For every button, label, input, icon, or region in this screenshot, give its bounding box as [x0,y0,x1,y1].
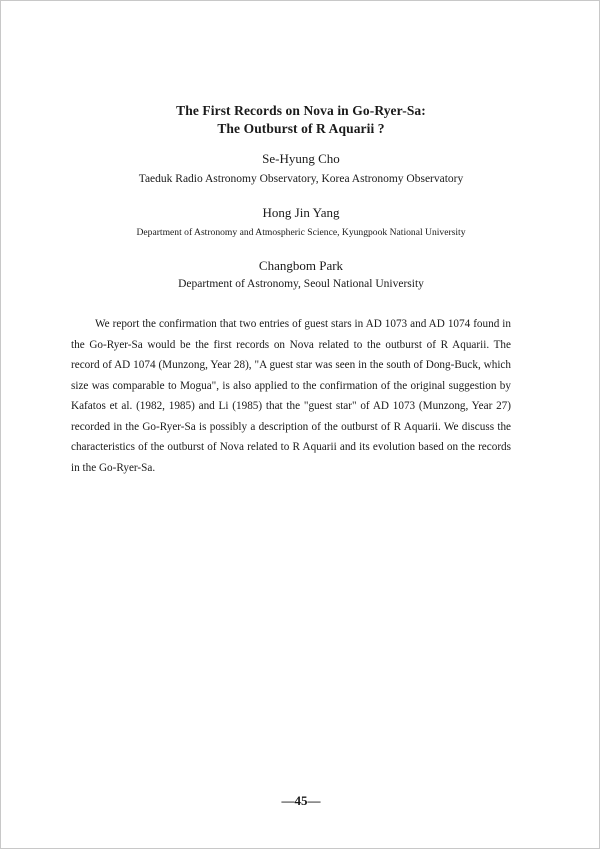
author-affiliation-3: Department of Astronomy, Seoul National University [178,278,424,290]
abstract-paragraph: We report the confirmation that two entries of guest stars in AD 1073 and AD 1074 found in the Go-Ryer-Sa would be the first records on Nova related to the outburst of R Aquarii. The record of AD 1074 (Munzong, Year 28), "A guest star was seen in the south of Dong-Buck, which size was comparable to Mogua", is also applied to the confirmation of the original suggestion by Kafatos et al. (1982, 1985) and Li (1985) that the "guest star" of AD 1073 (Munzong, Year 27) recorded in the Go-Ryer-Sa is possibly a description of the outburst of R Aquarii. We discuss the characteristics of the outburst of Nova related to R Aquarii and its evolution based on the records in the Go-Ryer-Sa. [71,318,511,474]
author-affiliation-2: Department of Astronomy and Atmospheric Science, Kyungpook National University [136,227,466,238]
paper-title-line-1: The First Records on Nova in Go-Ryer-Sa: [176,103,426,118]
author-name-1: Se-Hyung Cho [262,151,340,166]
author-name-3: Changbom Park [258,258,344,273]
paper-title-line-2: The Outburst of R Aquarii ? [217,121,385,136]
page-number: —45— [281,793,321,808]
author-name-2: Hong Jin Yang [262,205,340,220]
author-affiliation-1: Taeduk Radio Astronomy Observatory, Korea Astronomy Observatory [138,173,464,185]
